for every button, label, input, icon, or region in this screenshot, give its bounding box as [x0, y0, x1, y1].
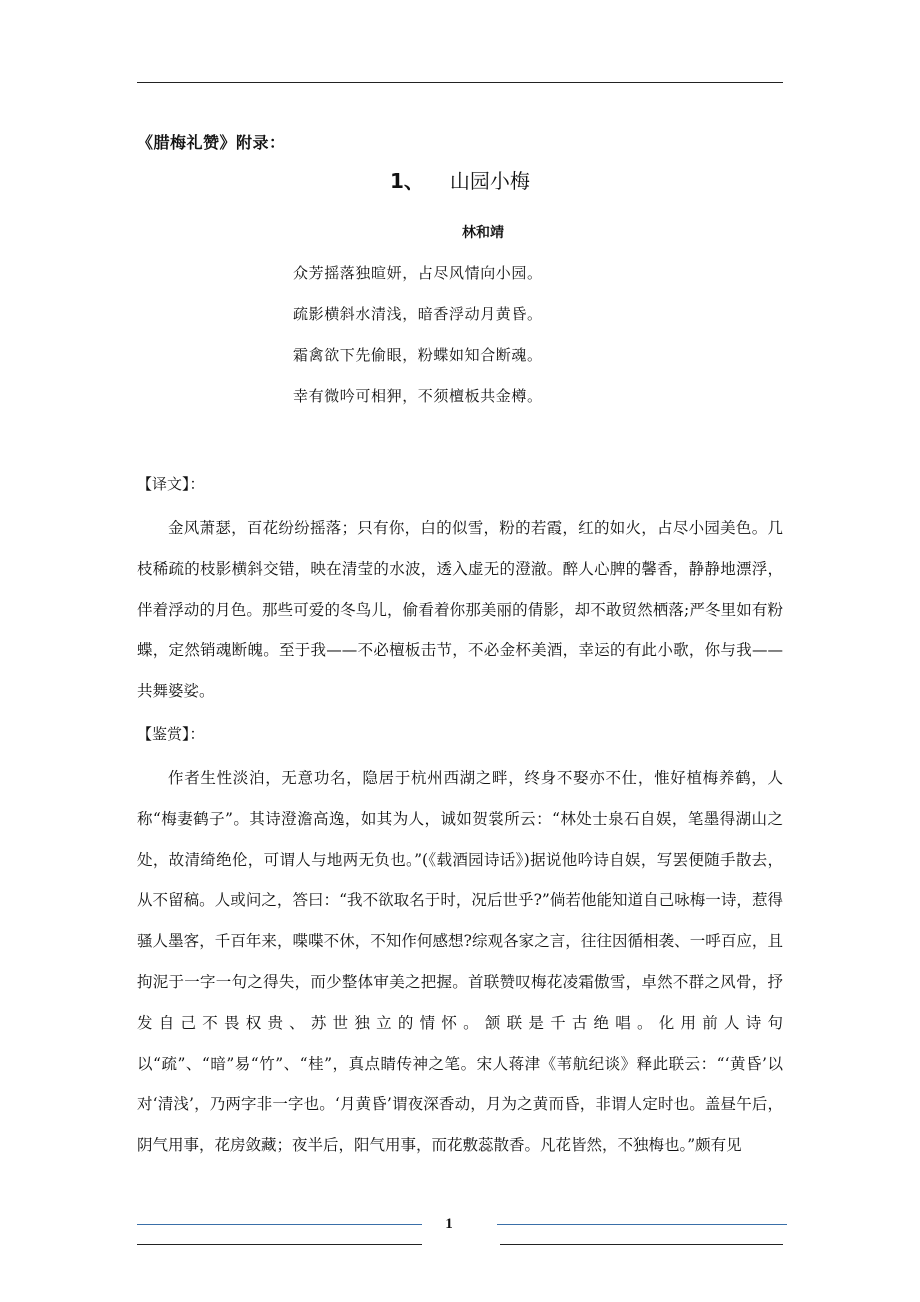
appreciation-label: 【鉴赏】： — [137, 725, 205, 743]
poem-line: 霜禽欲下先偷眼，粉蝶如知合断魂。 — [293, 346, 543, 364]
poem-line: 众芳摇落独暄妍，占尽风情向小园。 — [293, 264, 543, 282]
header-rule — [137, 82, 783, 83]
appreciation-text: 作者生性淡泊，无意功名，隐居于杭州西湖之畔，终身不娶亦不仕，惟好植梅养鹤，人称“梅妻鹤子”。其诗澄澹高逸，如其为人，诚如贺裳所云：“林处士泉石自娱，笔墨得湖山之处，故清绮绝伦，可谓人与地两无负也。”(《载酒园诗话》)据说他吟诗自娱，写罢便随手散去，从不留稿。人或问之，答曰：“我不欲取名于时，况后世乎?”倘若他能知道自己咏梅一诗，惹得骚人墨客，千百年来，喋喋不休，不知作何感想?综观各家之言，往往因循相袭、一呼百应，且拘泥于一字一句之得失，而少整体审美之把握。首联赞叹梅花凌霜傲雪，卓然不群之风骨，抒发自己不畏权贵、苏世独立的情怀。颔联是千古绝唱。化用前人诗句以“疏”、“暗”易“竹”、“桂”，真点睛传神之笔。宋人蒋津《苇航纪谈》释此联云：“‘黄昏’以对‘清浅’，乃两字非一字也。‘月黄昏’谓夜深香动，月为之黄而昏，非谓人定时也。盖昼午后，阴气用事，花房敛藏；夜半后，阳气用事，而花敷蕊散香。凡花皆然，不独梅也。”颇有见 — [137, 769, 783, 1155]
appendix-title: 《腊梅礼赞》附录： — [137, 133, 286, 152]
footer-rule — [500, 1244, 783, 1245]
poem-number: 1、 — [390, 169, 424, 193]
footer-rule — [497, 1224, 787, 1225]
footer-rule — [137, 1244, 422, 1245]
poem-author: 林和靖 — [462, 225, 504, 241]
poem-lines — [293, 262, 543, 426]
footer-rule — [137, 1224, 422, 1225]
poem-line: 幸有微吟可相狎，不须檀板共金樽。 — [293, 387, 543, 405]
translation-text: 金风萧瑟，百花纷纷摇落；只有你，白的似雪，粉的若霞，红的如火，占尽小园美色。几枝稀疏的枝影横斜交错，映在清莹的水波，透入虚无的澄澈。醉人心脾的馨香，静静地漂浮，伴着浮动的月色。那些可爱的冬鸟儿，偷看着你那美丽的倩影，却不敢贸然栖落;严冬里如有粉蝶，定然销魂断魄。至于我——不必檀板击节，不必金杯美酒，幸运的有此小歌，你与我——共舞婆娑。 — [137, 519, 783, 701]
poem-line: 疏影横斜水清浅，暗香浮动月黄昏。 — [293, 305, 543, 323]
poem-title: 山园小梅 — [449, 169, 530, 193]
page-number: 1 — [445, 1216, 453, 1232]
translation-label: 【译文】： — [137, 475, 205, 493]
poem-heading — [390, 165, 530, 194]
